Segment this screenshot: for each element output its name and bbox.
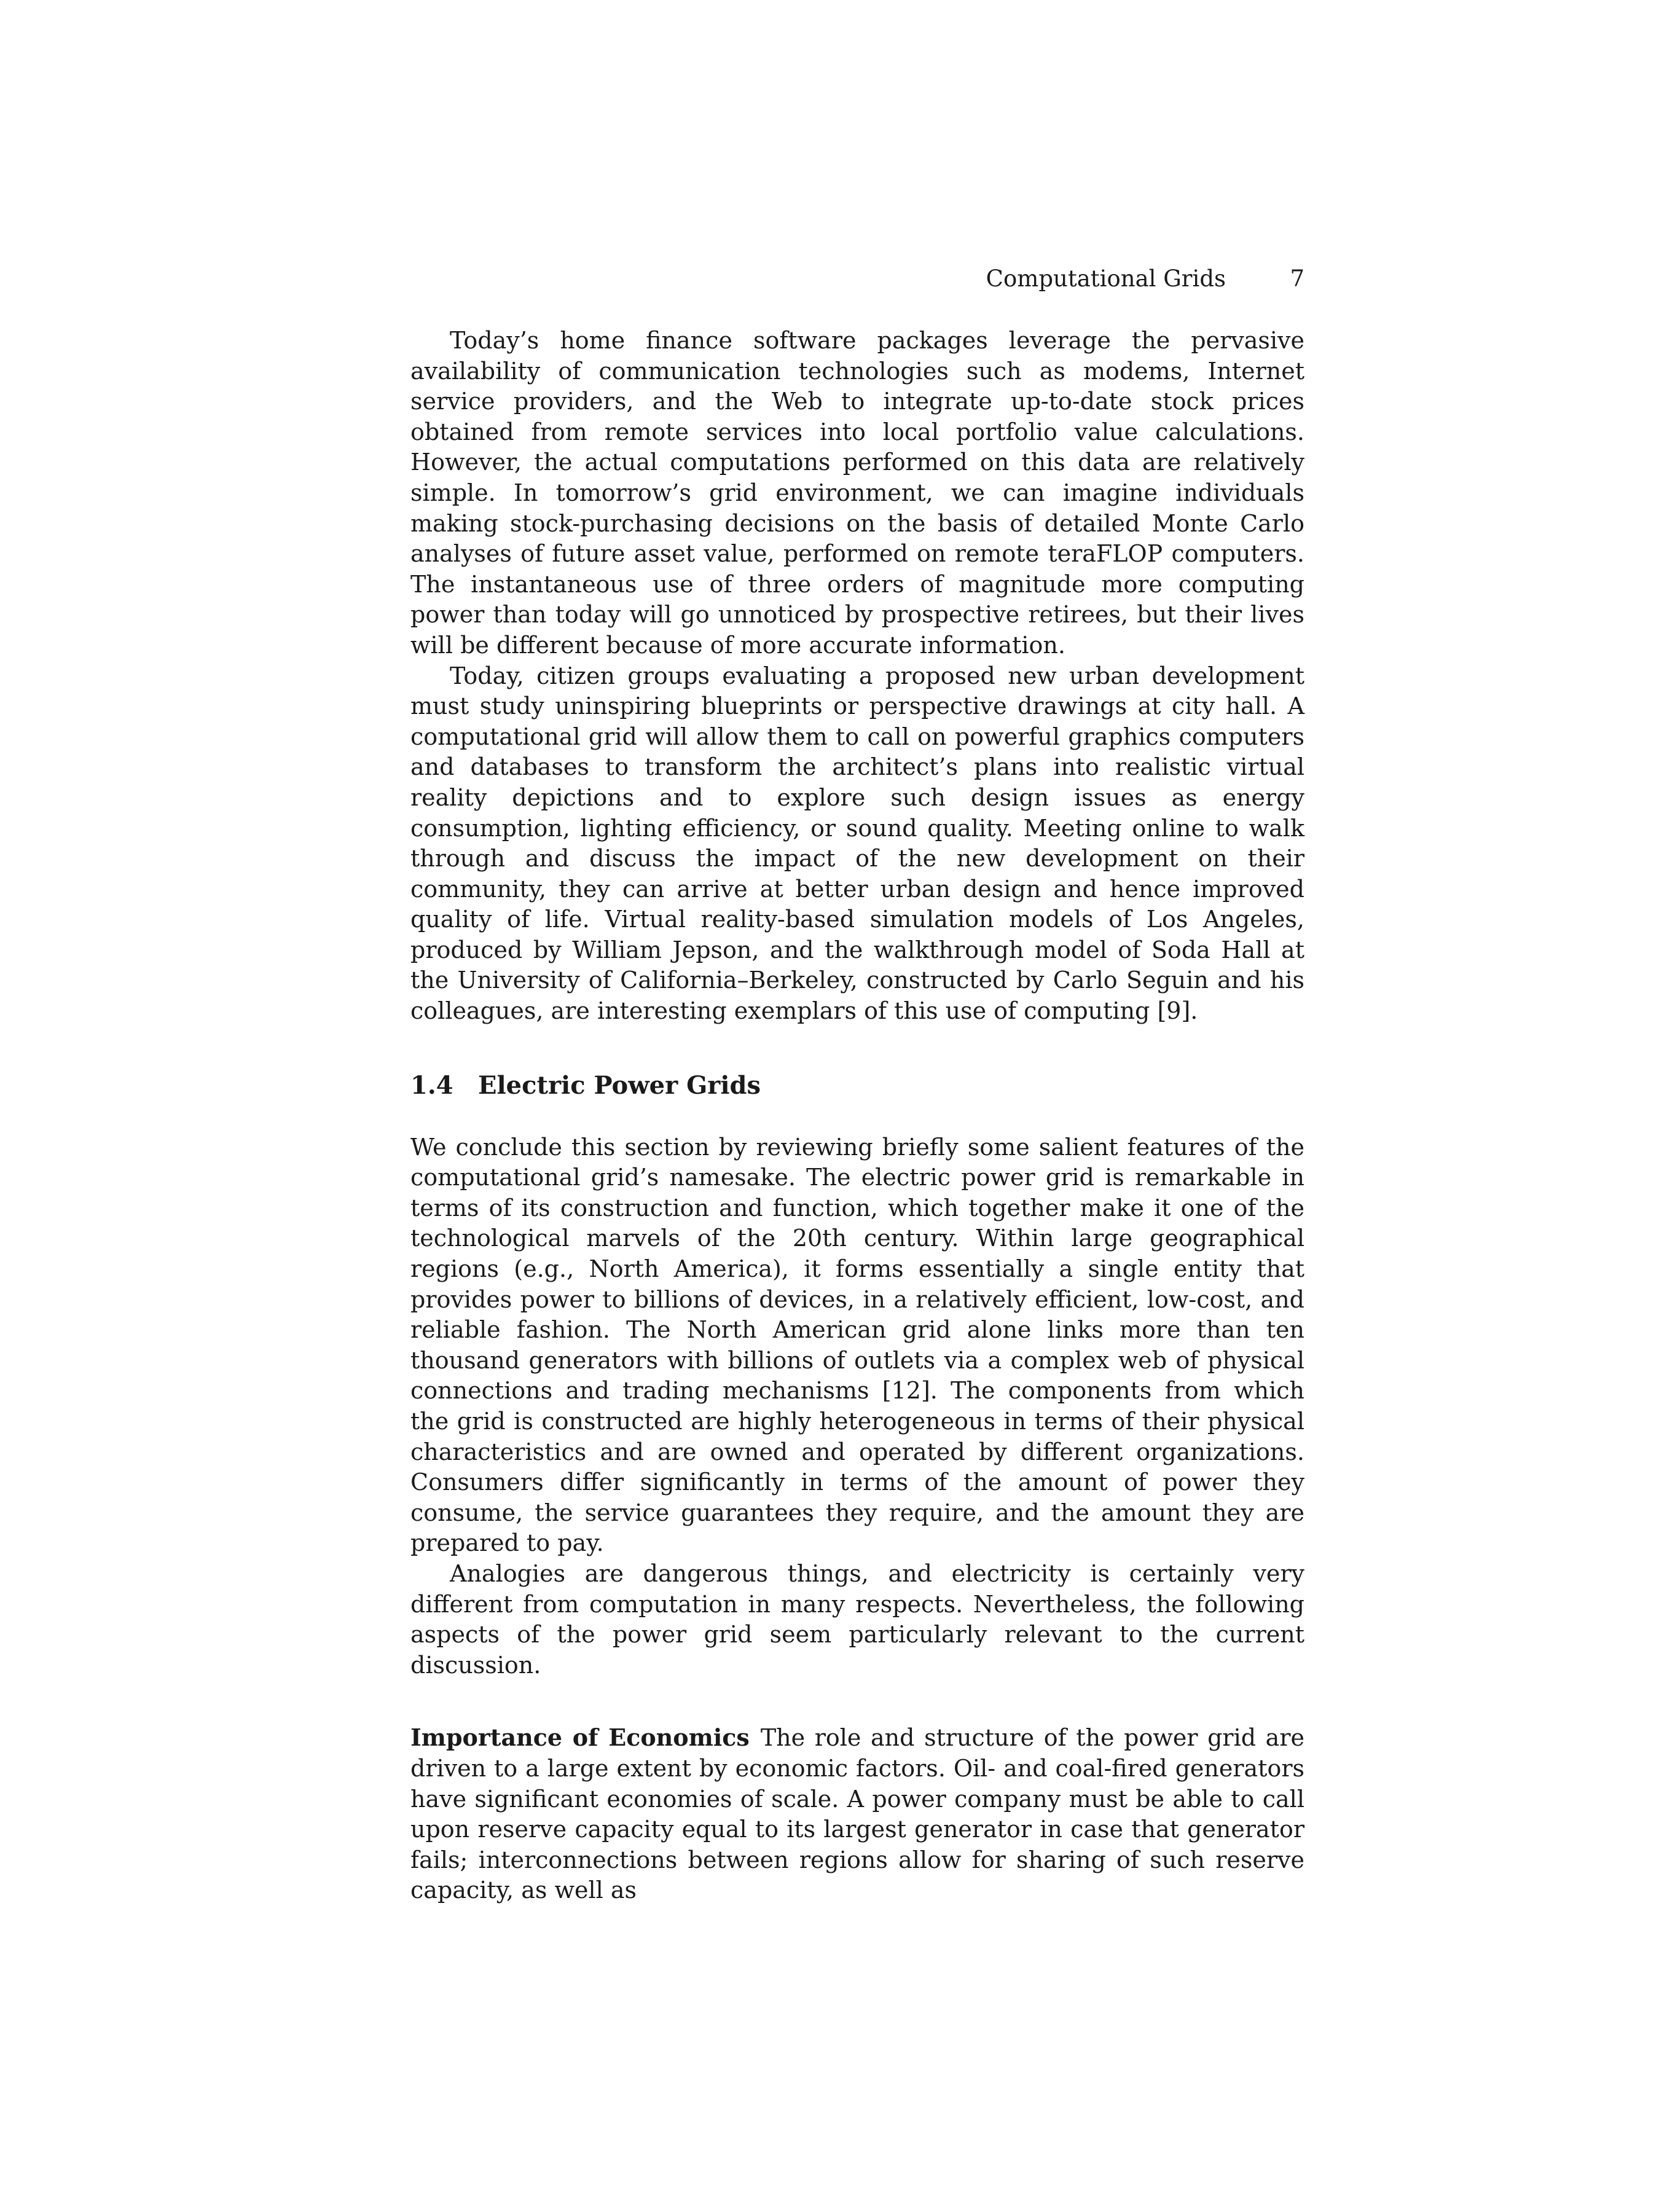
body-text (410, 326, 1304, 1906)
section-number: 1.4 (410, 1070, 453, 1100)
paragraph-power-grid-intro: We conclude this section by reviewing briefly some salient features of the computational grid’s namesake. The electric power grid is remarkable in terms of its construction and function, which together make it one of the technological marvels of the 20th century. Within large geographical regions (e.g., North America), it forms essentially a single entity that provides power to billions of devices, in a relatively efficient, low-cost, and reliable fashion. The North American grid alone links more than ten thousand generators with billions of outlets via a complex web of physical connections and trading mechanisms [12]. The components from which the grid is constructed are highly heterogeneous in terms of their physical characteristics and are owned and operated by different organizations. Consumers differ significantly in terms of the amount of power they consume, the service guarantees they require, and the amount they are prepared to pay. (410, 1133, 1304, 1557)
running-title: Computational Grids (986, 265, 1226, 292)
paragraph-urban-development: Today, citizen groups evaluating a proposed new urban development must study uninspiring blueprints or perspective drawings at city hall. A computational grid will allow them to call on powerful graphics computers and databases to transform the architect’s plans into realistic virtual reality depictions and to explore such design issues as energy consumption, lighting efficiency, or sound quality. Meeting online to walk through and discuss the impact of the new development on their community, they can arrive at better urban design and hence improved quality of life. Virtual reality-based simulation models of Los Angeles, produced by William Jepson, and the walkthrough model of Soda Hall at the University of California–Berkeley, constructed by Carlo Seguin and his colleagues, are interesting exemplars of this use of computing [9]. (410, 662, 1304, 1025)
paragraph-economics (410, 1722, 1304, 1906)
section-title: Electric Power Grids (478, 1070, 761, 1100)
page-number: 7 (1290, 265, 1304, 292)
runin-text: The role and structure of the power grid are driven to a large extent by economic factors. Oil- and coal-fired generators have significant economies of scale. A power company must be able to call upon reserve capacity equal to its largest generator in case that generator fails; interconnections between regions allow for sharing of such reserve capacity, as well as (410, 1724, 1304, 1904)
section-heading (410, 1067, 1304, 1104)
paragraph-analogies: Analogies are dangerous things, and electricity is certainly very different from computation in many respects. Nevertheless, the following aspects of the power grid seem particularly relevant to the current discussion. (410, 1559, 1304, 1679)
runin-heading: Importance of Economics (410, 1724, 750, 1752)
running-head (410, 261, 1304, 297)
spacer (410, 1681, 1304, 1722)
paragraph-home-finance: Today’s home finance software packages leverage the pervasive availability of communication technologies such as modems, Internet service providers, and the Web to integrate up-to-date stock prices obtained from remote services into local portfolio value calculations. However, the actual computations performed on this data are relatively simple. In tomorrow’s grid environment, we can imagine individuals making stock-purchasing decisions on the basis of detailed Monte Carlo analyses of future asset value, performed on remote teraFLOP computers. The instantaneous use of three orders of magnitude more computing power than today will go unnoticed by prospective retirees, but their lives will be different because of more accurate information. (410, 327, 1304, 659)
